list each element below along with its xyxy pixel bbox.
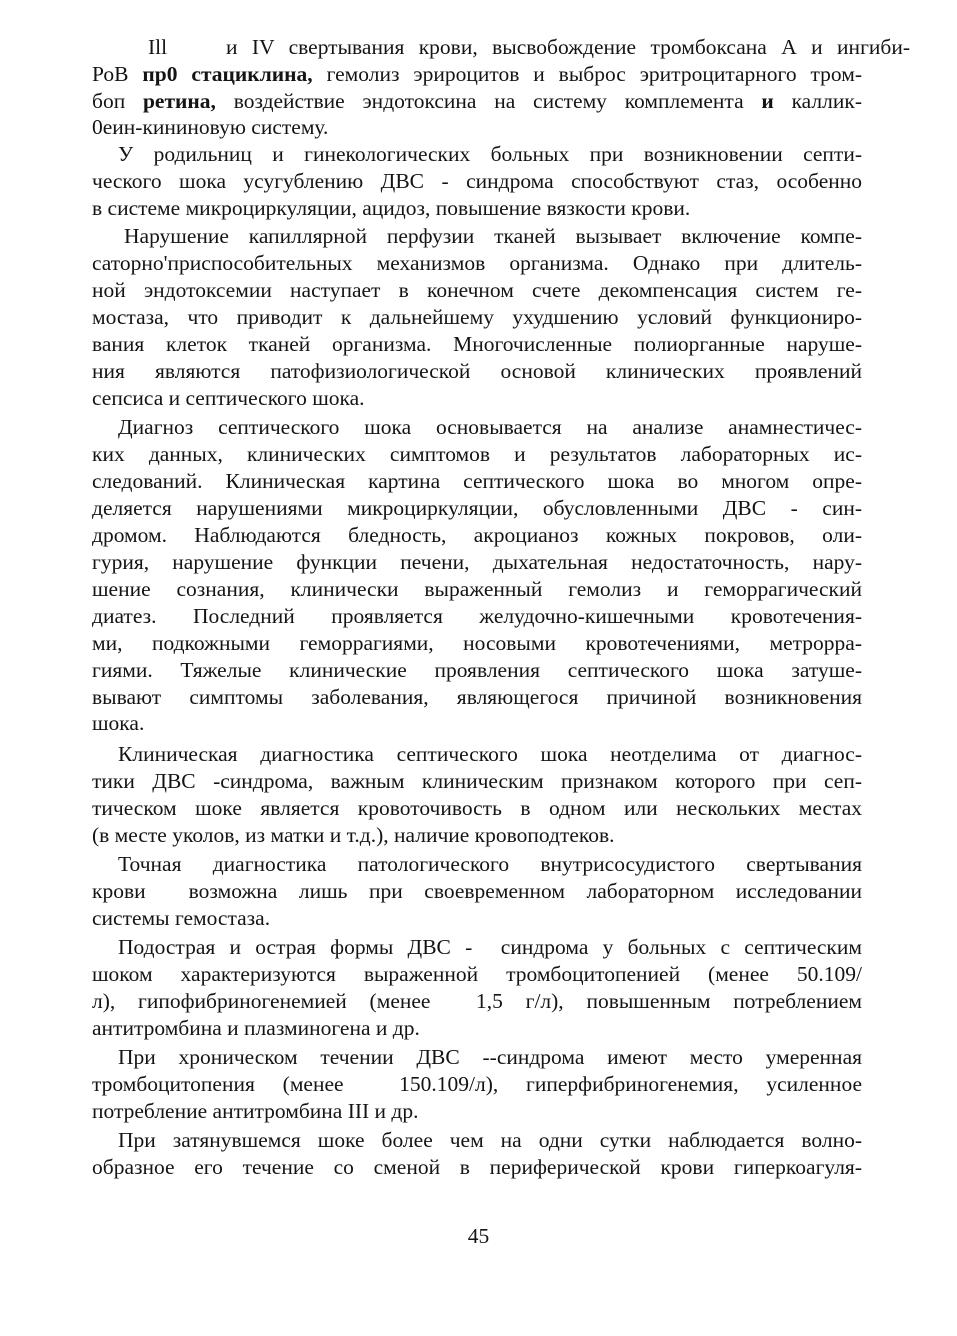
text-line: При затянувшемся шоке более чем на одни сутки наблюдается волно- bbox=[118, 1128, 862, 1152]
text-line: мостаза, что приводит к дальнейшему ухудшению условий функциониро- bbox=[92, 305, 862, 329]
text-line: Подострая и острая формы ДВС - синдрома у больных с септическим bbox=[118, 935, 862, 959]
text-line: потребление антитромбина III и др. bbox=[92, 1099, 419, 1123]
text-line: ческого шока усугублению ДВС - синдрома способствуют стаз, особенно bbox=[92, 169, 862, 193]
text-line: шоком характеризуются выраженной тромбоцитопенией (менее 50.109/ bbox=[92, 962, 862, 986]
text-line: 0еин-кининовую систему. bbox=[92, 115, 329, 139]
text-fragment: гемолиз эрироцитов и выброс эритроцитарного тром- bbox=[312, 62, 862, 86]
text-line: шока. bbox=[92, 711, 145, 735]
text-line: ной эндотоксемии наступает в конечном счете декомпенсация систем ге- bbox=[92, 278, 862, 302]
text-line: Нарушение капиллярной перфузии тканей вызывает включение компе- bbox=[124, 224, 862, 248]
bold-term: ретина, bbox=[142, 89, 216, 113]
text-line: Диагноз септического шока основывается на анализе анамнестичес- bbox=[118, 415, 862, 439]
text-line: антитромбина и плазминогена и др. bbox=[92, 1016, 420, 1040]
text-fragment: воздействие эндотоксина на систему комплемента bbox=[215, 89, 762, 113]
text-line: дромом. Наблюдаются бледность, акроцианоз кожных покровов, оли- bbox=[92, 523, 862, 547]
text-line: При хроническом течении ДВС --синдрома имеют место умеренная bbox=[118, 1045, 862, 1069]
text-line: (в месте уколов, из матки и т.д.), наличие кровоподтеков. bbox=[92, 823, 615, 847]
text-fragment: РоВ bbox=[92, 62, 143, 86]
text-line: Точная диагностика патологического внутрисосудистого свертывания bbox=[118, 852, 862, 876]
text-line: тическом шоке является кровоточивость в одном или нескольких местах bbox=[92, 796, 862, 820]
text-fragment: боп bbox=[92, 89, 143, 113]
text-line: образное его течение со сменой в периферической крови гиперкоагуля- bbox=[92, 1155, 862, 1179]
text-line: сепсиса и септического шока. bbox=[92, 386, 365, 410]
text-line: гиями. Тяжелые клинические проявления септического шока затуше- bbox=[92, 658, 862, 682]
text-fragment: каллик- bbox=[773, 89, 862, 113]
bold-term: пр0 стациклина, bbox=[142, 62, 313, 86]
text-line: гурия, нарушение функции печени, дыхательная недостаточность, нару- bbox=[92, 550, 862, 574]
text-line: следований. Клиническая картина септического шока во многом опре- bbox=[92, 469, 862, 493]
text-line: л), гипофибриногенемией (менее 1,5 г/л), повышенным потреблением bbox=[92, 989, 862, 1013]
text-line bbox=[92, 87, 862, 115]
text-line bbox=[148, 33, 167, 61]
text-line: тики ДВС -синдрома, важным клиническим признаком которого при сеп- bbox=[92, 769, 862, 793]
text-line: саторно'приспособительных механизмов организма. Однако при длитель- bbox=[92, 251, 862, 275]
text-line: системы гемостаза. bbox=[92, 906, 271, 930]
text-line: шение сознания, клинически выраженный гемолиз и геморрагический bbox=[92, 577, 862, 601]
text-line: в системе микроциркуляции, ацидоз, повышение вязкости крови. bbox=[92, 196, 691, 220]
text-line: и IV свертывания крови, высвобождение тромбоксана А и ингиби- bbox=[226, 35, 910, 59]
text-line: крови возможна лишь при своевременном лабораторном исследовании bbox=[92, 879, 862, 903]
text-line: Клиническая диагностика септического шока неотделима от диагнос- bbox=[118, 742, 862, 766]
text-line: У родильниц и гинекологических больных при возникновении септи- bbox=[118, 142, 862, 166]
text-line: ния являются патофизиологической основой клинических проявлений bbox=[92, 359, 862, 383]
text-line: вывают симптомы заболевания, являющегося причиной возникновения bbox=[92, 685, 862, 709]
text-line: ких данных, клинических симптомов и результатов лабораторных ис- bbox=[92, 442, 862, 466]
text-line: деляется нарушениями микроциркуляции, обусловленными ДВС - син- bbox=[92, 496, 862, 520]
page-number: 45 bbox=[467, 1224, 490, 1248]
text-fragment: Ill bbox=[148, 35, 168, 59]
bold-term: и bbox=[761, 89, 774, 113]
text-line: тромбоцитопения (менее 150.109/л), гиперфибриногенемия, усиленное bbox=[92, 1072, 862, 1096]
text-line: ми, подкожными геморрагиями, носовыми кровотечениями, метрорра- bbox=[92, 631, 862, 655]
text-line: вания клеток тканей организма. Многочисленные полиорганные наруше- bbox=[92, 332, 862, 356]
text-line bbox=[92, 60, 862, 88]
text-line: диатез. Последний проявляется желудочно-кишечными кровотечения- bbox=[92, 604, 862, 628]
